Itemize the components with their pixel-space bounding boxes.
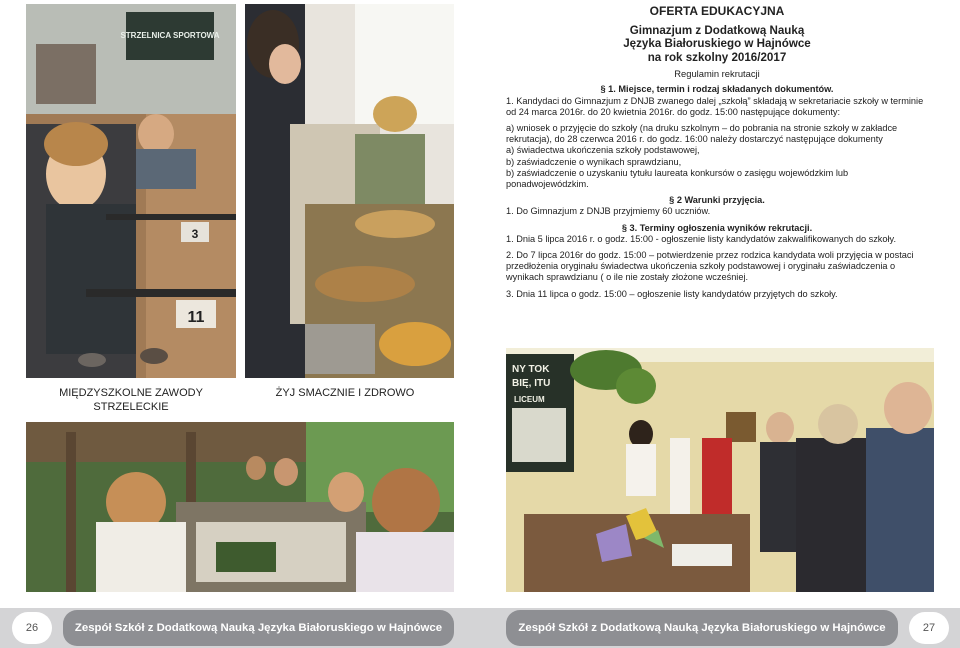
school-hallway-photo [506,348,934,592]
section2-paragraph1: 1. Do Gimnazjum z DNJB przyjmiemy 60 uczniów. [506,206,711,217]
offer-heading: OFERTA EDUKACYJNA [649,4,785,18]
section1-paragraph1: 1. Kandydaci do Gimnazjum z DNJB zwanego dalej „szkołą” składają w sekretariacie szkoły w terminie od 24 marca 2016r. do 20 kwietnia 2016r. do godz. 15:00 następujące dokumenty: [506,95,924,117]
section1-title: § 1. Miejsce, termin i rodzaj składanych dokumentów. [600,84,834,95]
section1-item-b2: b) zaświadczenie o uzyskaniu tytułu laureata konkursów o zasięgu wojewódzkim lub ponadwojewódzkim. [506,167,849,190]
section3-paragraph2: 2. Do 7 lipca 2016r do godz. 15:00 – potwierdzenie przez rodzica kandydata woli przyjęcia w postaci przedłożenia oryginału świadectwa ukończenia szkoły podstawowej i oryginału zaświadczenia o wynikach sprawdzianu ( o ile nie zostały złożone wcześniej. [506,250,914,283]
section1-item-a: a) wniosek o przyjęcie do szkoły (na druku szkolnym – do pobrania na stronie szkoły w zakładce rekrutacja), do 28 czerwca 2016 r. do godz. 16:00 należy dostarczyć następujące dokumenty [506,123,898,145]
section1-item-a2: a) świadectwa ukończenia szkoły podstawowej, [506,145,700,156]
lane-number-11: 11 [187,309,205,326]
board-text-line2: BIĘ, ITU [512,378,551,389]
admission-rules-text [506,4,928,300]
school-name-line2: Języka Białoruskiego w Hajnówce [623,37,811,51]
school-name-line1: Gimnazjum z Dodatkową Nauką [629,24,805,37]
shooting-caption: MIĘDZYSZKOLNE ZAWODY STRZELECKIE [59,387,203,413]
eating-caption: ŻYJ SMACZNIE I ZDROWO [275,387,415,399]
page-number-right: 27 [909,612,949,644]
footer-title-right: Zespół Szkół z Dodatkową Nauką Języka Białoruskiego w Hajnówce [506,610,898,646]
section2-title: § 2 Warunki przyjęcia. [669,195,765,206]
section1-item-b: b) zaświadczenie o wynikach sprawdzianu, [506,156,682,167]
students-table-photo [26,422,454,592]
healthy-food-photo [245,4,454,378]
range-sign-text: STRZELNICA SPORTOWA [120,31,220,40]
lane-number-3: 3 [191,227,199,241]
school-year: na rok szkolny 2016/2017 [647,50,787,64]
page-number-left: 26 [12,612,52,644]
regulation-title: Regulamin rekrutacji [674,68,760,80]
section3-paragraph1: 1. Dnia 5 lipca 2016 r. o godz. 15:00 - ogłoszenie listy kandydatów zakwalifikowanych do szkoły. [506,233,897,244]
school-name [506,24,928,64]
footer-title-left: Zespół Szkół z Dodatkową Nauką Języka Białoruskiego w Hajnówce [63,610,454,646]
shooting-range-photo [26,4,236,378]
board-text-line1: NY TOK [512,364,550,375]
section3-paragraph3: 3. Dnia 11 lipca o godz. 15:00 – ogłoszenie listy kandydatów przyjętych do szkoły. [506,288,838,299]
board-text-line3: LICEUM [514,395,545,404]
section3-title: § 3. Terminy ogłoszenia wyników rekrutacji. [621,222,813,233]
